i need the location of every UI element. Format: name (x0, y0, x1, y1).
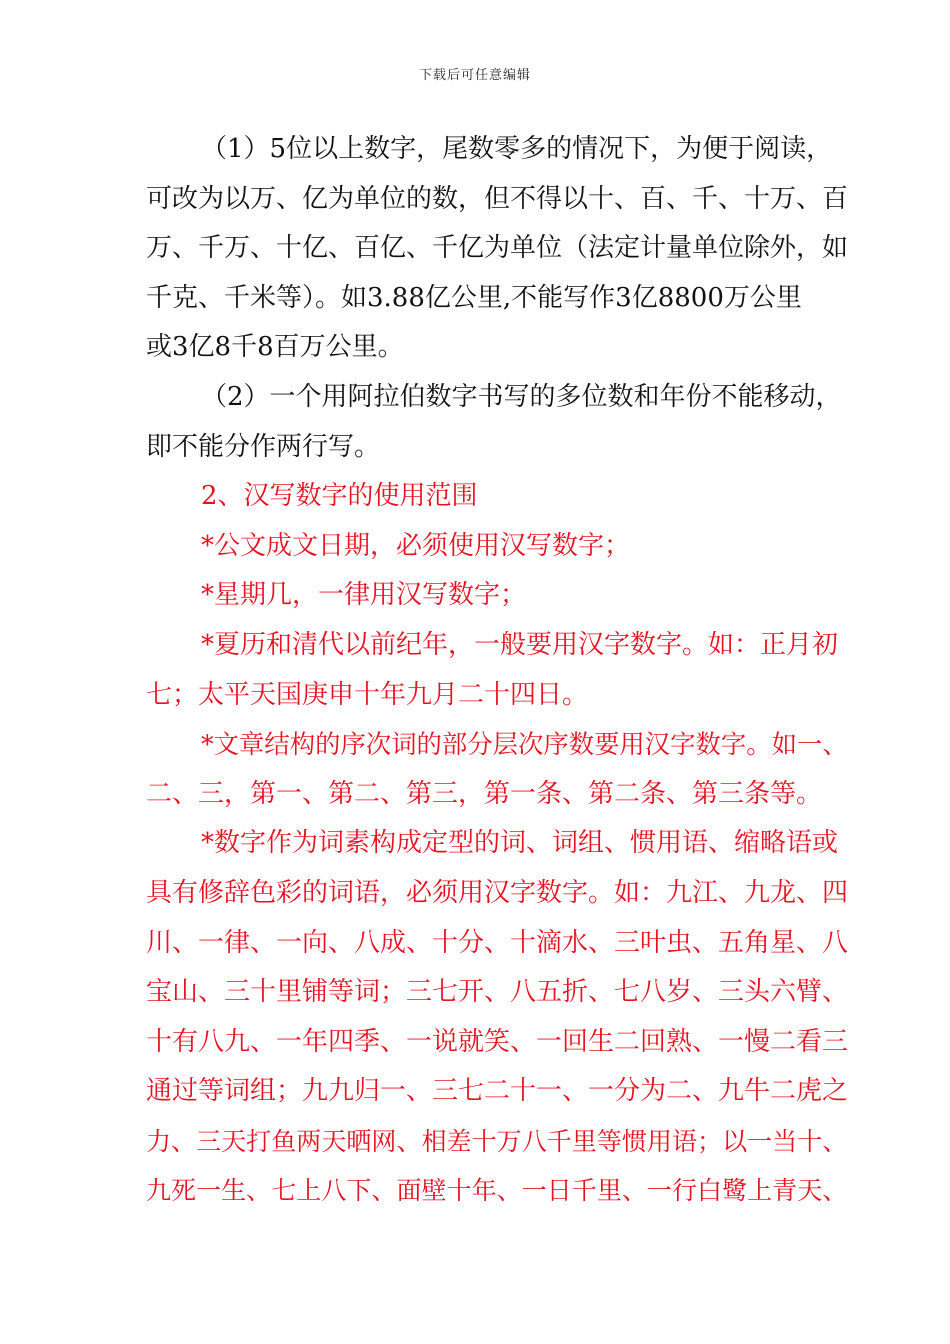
download-note: 下载后可任意编辑 (418, 68, 531, 83)
paragraph-line: 宝山、三十里铺等词；三七开、八五折、七八岁、三头六臂、 (146, 977, 849, 1008)
paragraph-line: （1）5位以上数字，尾数零多的情况下，为便于阅读， (201, 134, 833, 164)
paragraph-line: 具有修辞色彩的词语，必须用汉字数字。如：九江、九龙、四 (146, 877, 849, 908)
bullet-line: *文章结构的序次词的部分层次序数要用汉字数字。如一、 (201, 729, 848, 760)
bullet-line: *数字作为词素构成定型的词、词组、惯用语、缩略语或 (201, 828, 839, 859)
paragraph-line: 可改为以万、亿为单位的数，但不得以十、百、千、十万、百 (146, 183, 849, 214)
bullet-line: *夏历和清代以前纪年，一般要用汉字数字。如：正月初 (201, 629, 839, 660)
bullet-line: *星期几，一律用汉写数字； (201, 580, 527, 611)
paragraph-line: 川、一律、一向、八成、十分、十滴水、三叶虫、五角星、八 (146, 927, 849, 958)
section-heading: 2、汉写数字的使用范围 (201, 481, 478, 512)
paragraph-line: 万、千万、十亿、百亿、千亿为单位（法定计量单位除外，如 (146, 233, 849, 264)
paragraph-line: 二、三，第一、第二、第三，第一条、第二条、第三条等。 (146, 778, 823, 809)
paragraph-line: 或3亿8千8百万公里。 (146, 332, 404, 363)
paragraph-line: 千克、千米等）。如3.88亿公里,不能写作3亿8800万公里 (146, 282, 802, 313)
document-body (146, 125, 851, 1216)
paragraph-line: 力、三天打鱼两天晒网、相差十万八千里等惯用语；以一当十、 (146, 1126, 848, 1156)
bullet-line: *公文成文日期，必须使用汉写数字； (201, 530, 631, 561)
paragraph-line: （2）一个用阿拉伯数字书写的多位数和年份不能移动， (201, 381, 842, 412)
paragraph-line: 即不能分作两行写。 (146, 431, 381, 462)
paragraph-line: 十有八九、一年四季、一说就笑、一回生二回熟、一慢二看三 (146, 1026, 849, 1057)
paragraph-line: 九死一生、七上八下、面壁十年、一日千里、一行白鹭上青天、 (146, 1176, 848, 1206)
paragraph-line: 通过等词组；九九归一、三七二十一、一分为二、九牛二虎之 (146, 1076, 849, 1107)
paragraph-line: 七；太平天国庚申十年九月二十四日。 (146, 679, 589, 710)
